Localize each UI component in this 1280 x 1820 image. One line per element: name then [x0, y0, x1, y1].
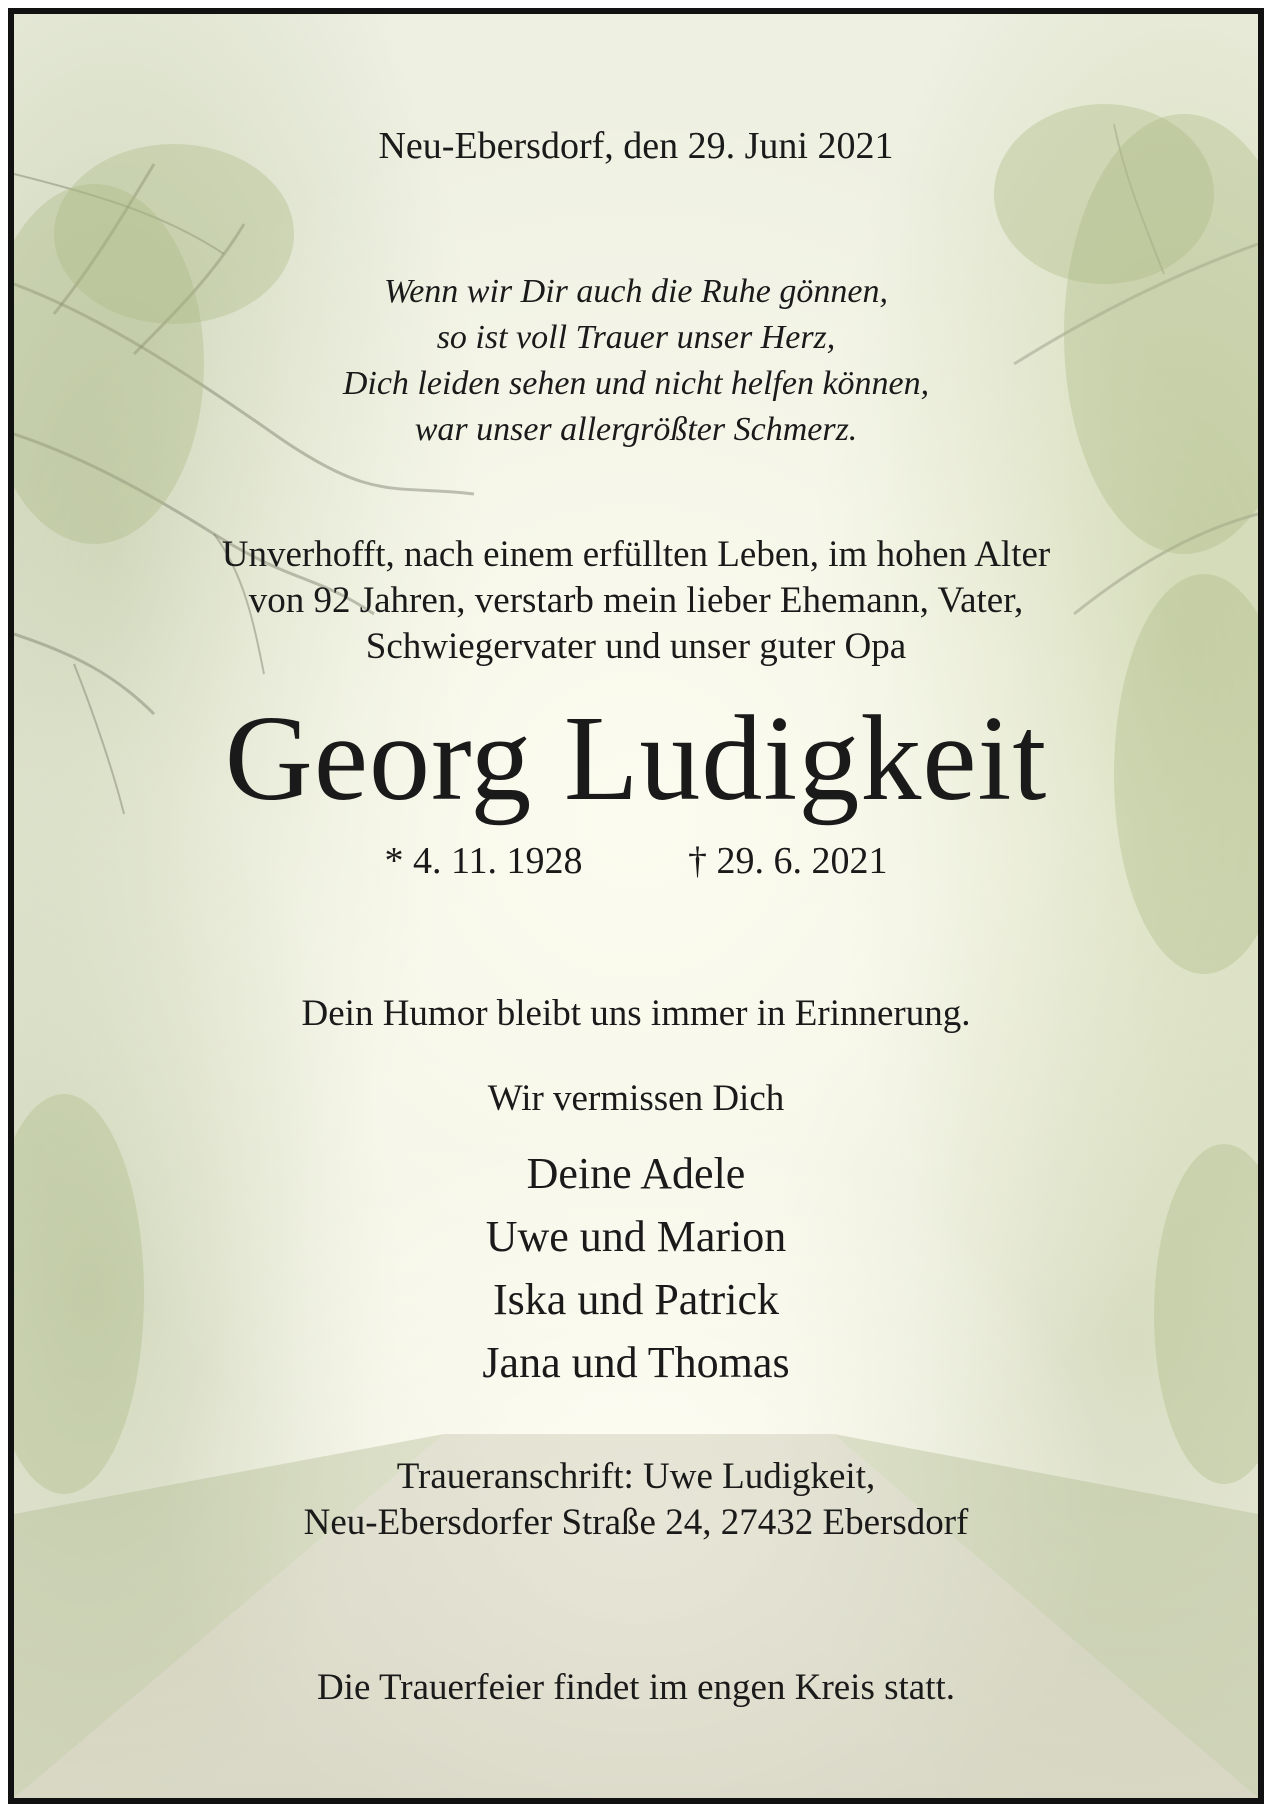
poem-line: so ist voll Trauer unser Herz, [436, 319, 836, 356]
poem-line: war unser allergrößter Schmerz. [414, 411, 858, 448]
notice-text [14, 14, 1258, 1798]
ceremony-note: Die Trauerfeier findet im engen Kreis statt. [316, 1667, 956, 1708]
life-dates [14, 839, 1258, 883]
miss-you-line: Wir vermissen Dich [487, 1078, 785, 1119]
memory-line: Dein Humor bleibt uns immer in Erinnerung. [301, 993, 971, 1034]
announcement [14, 532, 1258, 670]
mourners [14, 1142, 1258, 1394]
poem [14, 269, 1258, 453]
address-line: Neu-Ebersdorfer Straße 24, 27432 Ebersdorf [303, 1502, 969, 1543]
obituary-notice [8, 8, 1264, 1804]
announcement-line: Unverhofft, nach einem erfüllten Leben, im hohen Alter [221, 534, 1051, 575]
mourning-address [14, 1454, 1258, 1546]
address-line: Traueranschrift: Uwe Ludigkeit, [396, 1456, 876, 1497]
mourner: Jana und Thomas [482, 1338, 790, 1387]
mourner: Uwe und Marion [485, 1212, 787, 1261]
mourner: Iska und Patrick [493, 1275, 779, 1324]
poem-line: Dich leiden sehen und nicht helfen können, [342, 365, 930, 402]
poem-line: Wenn wir Dir auch die Ruhe gönnen, [384, 273, 888, 310]
dateline: Neu-Ebersdorf, den 29. Juni 2021 [378, 125, 894, 167]
announcement-line: von 92 Jahren, verstarb mein lieber Ehemann, Vater, [248, 580, 1024, 621]
death-date: † 29. 6. 2021 [688, 840, 888, 882]
birth-date: * 4. 11. 1928 [384, 840, 583, 882]
mourner: Deine Adele [526, 1149, 746, 1198]
deceased-name: Georg Ludigkeit [224, 691, 1048, 826]
announcement-line: Schwiegervater und unser guter Opa [365, 626, 907, 667]
